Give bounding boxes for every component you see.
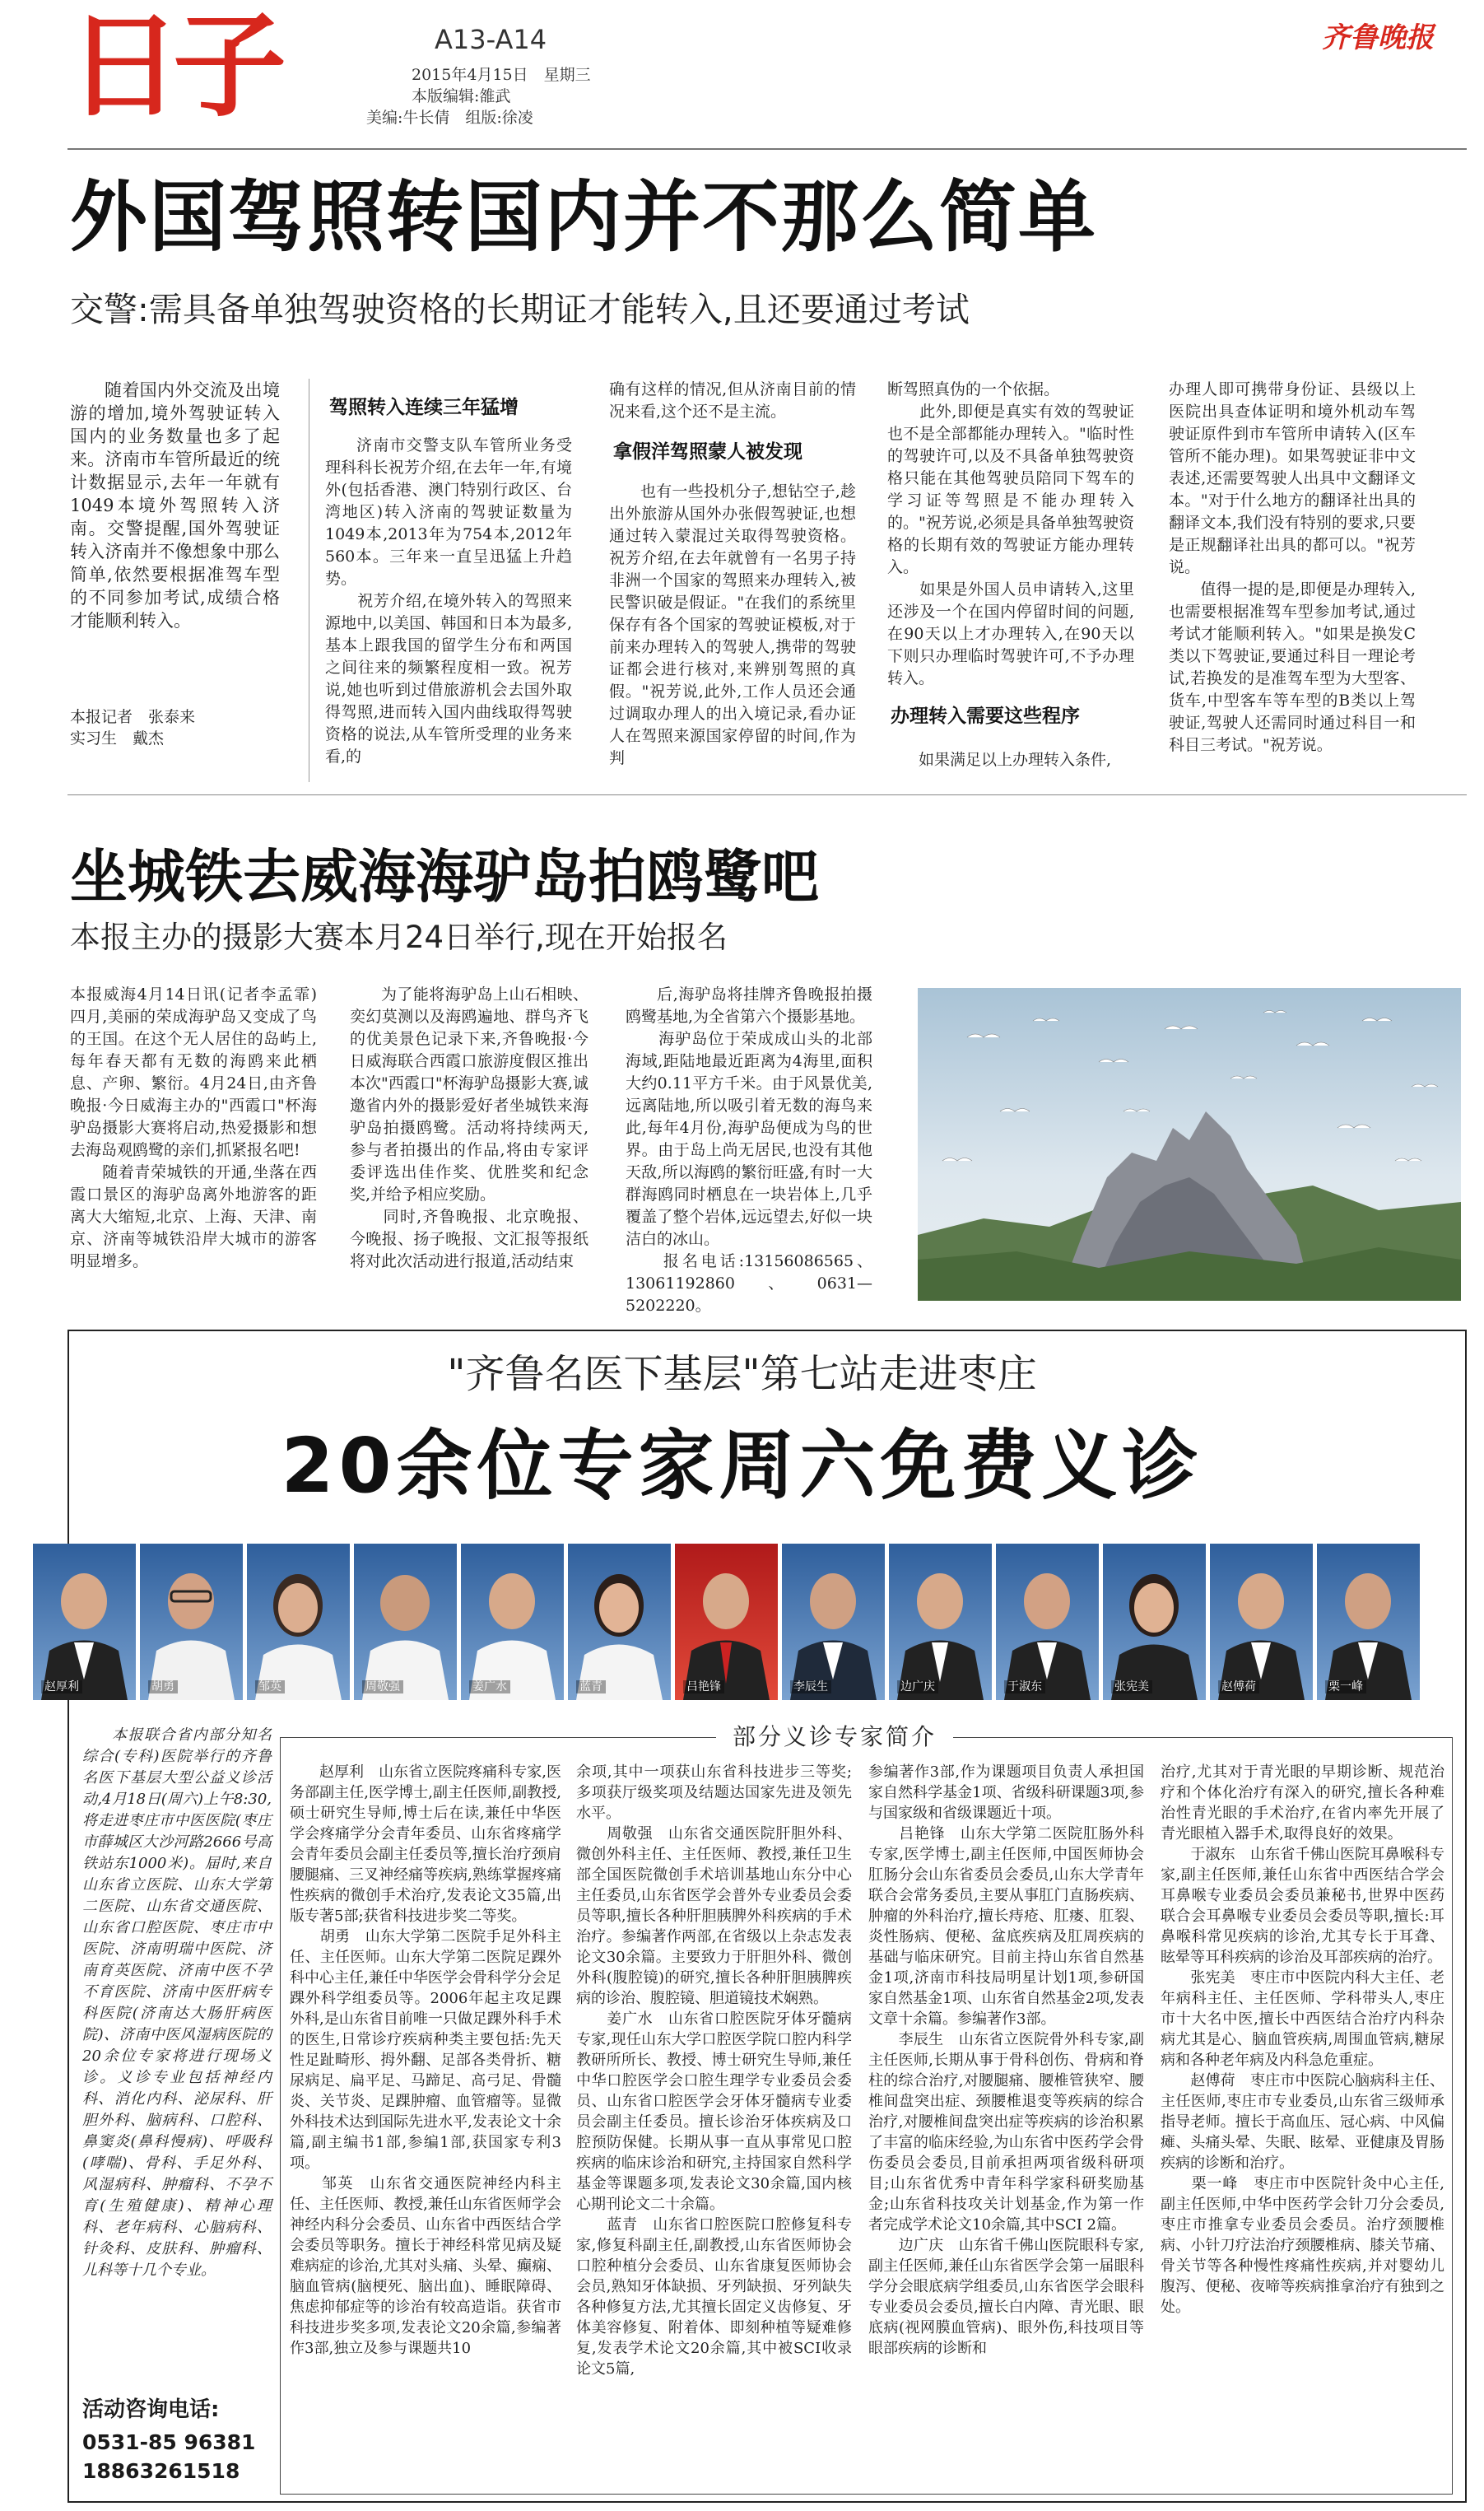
story1-lead: 随着国内外交流及出境游的增加,境外驾驶证转入国内的业务数量也多了起来。济南市车管所最近的统计数据显示,去年一年就有1049本境外驾照转入济南。交警提醒,国外驾驶证转入济南并不像想象中那么简单,依然要根据准驾车型的不同参加考试,成绩合格才能顺利转入。 — [70, 380, 280, 631]
expert-column-2: 余项,其中一项获山东省科技进步三等奖;多项获厅级奖项及结题达国家先进及领先水平。 周敬强 山东省交通医院肝胆外科、微创外科主任、主任医师、教授,兼任卫生部全国医院微创手术培训基地山东分中心主任委员,山东省医学会普外专业委员会委员等职,擅长各种肝胆胰脾外科疾病的手术治疗。参编著作两部,在省级以上杂志发表论文30余篇。主要致力于肝胆外科、微创外科(腹腔镜)的研究,擅长各种肝胆胰脾疾病的诊治、腹腔镜、胆道镜技术娴熟。 姜广水 山东省口腔医院牙体牙髓病专家,现任山东大学口腔医学院口腔内科学教研所所长、教授、博士研究生导师,兼任中华口腔医学会口腔生理学专业委员会委员、山东省口腔医学会牙体牙髓病专业委员会副主任委员。擅长诊治牙体疾病及口腔预防保健。长期从事一直从事常见口腔疾病的临床诊治和研究,主持国家自然科学基金等课题多项,发表论文30余篇,国内核心期刊论文二十余篇。 蓝青 山东省口腔医院口腔修复科专家,修复科副主任,副教授,山东省医师协会口腔种植分会委员、山东省康复医师协会会员,熟知牙体缺损、牙列缺损、牙列缺失各种修复方法,尤其擅长固定义齿修复、牙体美容修复、附着体、即刻种植等疑难修复,发表学术论文20余篇,其中被SCI收录论文5篇, — [576, 1763, 852, 2378]
contact-label: 活动咨询电话: — [82, 2397, 220, 2422]
doctor-portrait-icon — [461, 1544, 564, 1700]
doctor-portrait-icon — [247, 1544, 350, 1700]
doctor-caption: 于淑东 — [1004, 1680, 1045, 1693]
masthead-rule — [67, 148, 1467, 150]
doctor-portrait-icon — [1103, 1544, 1206, 1700]
doctor-photo — [1103, 1544, 1206, 1700]
doctor-photo — [461, 1544, 564, 1700]
contact-phone-1: 0531-85 96381 — [82, 2430, 256, 2454]
expert-intro-title: 部分义诊专家简介 — [716, 1722, 953, 1752]
doctor-photo — [889, 1544, 992, 1700]
story1-column-4a: 断驾照真伪的一个依据。 此外,即便是真实有效的驾驶证也不是全部都能办理转入。"临时性的驾驶许可,以及不具备单独驾驶资格只能在其他驾驶员陪同下驾车的学习证等驾照是不能办理转入的。"祝芳说,必须是具备单独驾驶资格的长期有效的驾驶证方能办理转入。 如果是外国人员申请转入,这里还涉及一个在国内停留时间的问题,在90天以上才办理转入,在90天以下则只办理临时驾驶许可,不予办理转入。 — [887, 380, 1134, 687]
story3-headline: 20余位专家周六免费义诊 — [281, 1422, 1203, 1510]
story2-subhead: 本报主办的摄影大赛本月24日举行,现在开始报名 — [70, 920, 728, 955]
doctor-photo — [140, 1544, 243, 1700]
doctor-caption: 赵傅荷 — [1218, 1680, 1259, 1693]
doctor-portrait-icon — [675, 1544, 778, 1700]
section-logo: 日子 — [67, 0, 279, 133]
doctor-caption: 栗一峰 — [1325, 1680, 1366, 1693]
doctor-portrait-icon — [996, 1544, 1099, 1700]
issue-date: 2015年4月15日 星期三 — [412, 66, 591, 84]
expert-column-3: 参编著作3部,作为课题项目负责人承担国家自然科学基金1项、省级科研课题3项,参与国家级和省级课题近十项。 吕艳锋 山东大学第二医院肛肠外科专家,医学博士,副主任医师,中国医师协会肛肠分会山东省委员会委员,山东大学青年联合会常务委员,主要从事肛门直肠疾病、肿瘤的外科治疗,擅长痔疮、肛瘘、肛裂、炎性肠病、便秘、盆底疾病及肛周疾病的基础与临床研究。目前主持山东省自然基金1项,济南市科技局明星计划1项,参研国家自然基金1项、山东省自然基金2项,发表文章十余篇。参编著作3部。 李辰生 山东省立医院骨外科专家,副主任医师,长期从事于骨科创伤、骨病和脊柱的综合治疗,对腰腿痛、腰椎管狭窄、腰椎间盘突出症、颈腰椎退变等疾病的综合治疗,对腰椎间盘突出症等疾病的诊治积累了丰富的临床经验,为山东省中医药学会骨伤委员会委员,目前承担两项省级科研项目;山东省优秀中青年科学家科研奖励基金;山东省科技攻关计划基金,作为第一作者完成学术论文10余篇,其中SCI 2篇。 边广庆 山东省千佛山医院眼科专家,副主任医师,兼任山东省医学会第一届眼科学分会眼底病学组委员,山东省医学会眼科专业委员会委员,擅长白内障、青光眼、眼底病(视网膜血管病)、眼外伤,科技项目等眼部疾病的诊断和 — [868, 1763, 1144, 2357]
story2-column-2: 为了能将海驴岛上山石相映、奕幻莫测以及海鸥遍地、群鸟齐飞的优美景色记录下来,齐鲁晚报·今日威海联合西霞口旅游度假区推出本次"西霞口"杯海驴岛摄影大赛,诚邀省内外的摄影爱好者坐城铁来海驴岛拍摄鸥鹭。活动将持续两天,参与者拍摄出的作品,将由专家评委评选出佳作奖、优胜奖和纪念奖,并给予相应奖励。 同时,齐鲁晚报、北京晚报、今晚报、扬子晚报、文汇报等报纸将对此次活动进行报道,活动结束 — [350, 985, 588, 1270]
story1-column-2: 济南市交警支队车管所业务受理科科长祝芳介绍,在去年一年,有境外(包括香港、澳门特别行政区、台湾地区)转入济南的驾驶证数量为1049本,2013年为754本,2012年560本。三年来一直呈迅猛上升趋势。 祝芳介绍,在境外转入的驾照来源地中,以美国、韩国和日本为最多,基本上跟我国的留学生分布和两国之间往来的频繁程度相一致。祝芳说,她也听到过借旅游机会去国外取得驾照,进而转入国内曲线取得驾驶资格的说法,从车管所受理的业务来看,的 — [325, 436, 572, 766]
doctor-photo — [33, 1544, 136, 1700]
doctor-caption: 赵厚利 — [41, 1680, 82, 1693]
story1-subhead: 交警:需具备单独驾驶资格的长期证才能转入,且还要通过考试 — [70, 290, 970, 329]
story2-column-3: 后,海驴岛将挂牌齐鲁晚报拍摄鸥鹭基地,为全省第六个摄影基地。 海驴岛位于荣成成山头的北部海域,距陆地最近距离为4海里,面积大约0.11平方千米。由于风景优美,远离陆地,所以吸引着无数的海鸟来此,每年4月份,海驴岛便成为鸟的世界。由于岛上尚无居民,也没有其他天敌,所以海鸥的繁衍旺盛,有时一大群海鸥同时栖息在一块岩体上,几乎覆盖了整个岩体,远远望去,好似一块洁白的冰山。 报名电话:13156086565、13061192860、0631—5202220。 — [626, 985, 872, 1315]
seagull-island-photo — [918, 988, 1461, 1301]
doctor-portrait-icon — [568, 1544, 671, 1700]
doctor-photo — [782, 1544, 885, 1700]
story1-subhead-1: 驾照转入连续三年猛增 — [329, 397, 519, 418]
page-numbers: A13-A14 — [435, 24, 547, 55]
story1-column-4b: 如果满足以上办理转入条件, — [919, 751, 1112, 769]
story1-column-3a: 确有这样的情况,但从济南目前的情况来看,这个还不是主流。 — [609, 380, 856, 421]
doctor-caption: 胡勇 — [148, 1680, 178, 1693]
doctor-photo-strip — [33, 1544, 1449, 1700]
doctor-caption: 吕艳锋 — [683, 1680, 724, 1693]
story1-byline-reporter: 本报记者 张泰来 — [70, 708, 196, 726]
doctor-photo — [996, 1544, 1099, 1700]
contact-phone-2: 18863261518 — [82, 2459, 240, 2483]
event-announcement: 本报联合省内部分知名综合(专科)医院举行的齐鲁名医下基层大型公益义诊活动,4月18日(周六)上午8:30,将走进枣庄市中医医院(枣庄市薛城区大沙河路2666号高铁站东1000米)。届时,来自山东省立医院、山东大学第二医院、山东省交通医院、山东省口腔医院、枣庄市中医院、济南明瑞中医院、济南育英医院、济南中医不孕不育医院、济南中医肝病专科医院(济南达大肠肝病医院)、济南中医风湿病医院的20余位专家将进行现场义诊。义诊专业包括神经内科、消化内科、泌尿科、肝胆外科、脑病科、口腔科、鼻窦炎(鼻科慢病)、呼吸科(哮喘)、骨科、手足外科、风湿病科、肿瘤科、不孕不育(生殖健康)、精神心理科、老年病科、心脑病科、针灸科、皮肤科、肿瘤科、儿科等十几个专业。 — [82, 1726, 272, 2279]
doctor-portrait-icon — [889, 1544, 992, 1700]
page-design: 美编:牛长倩 组版:徐凌 — [366, 109, 533, 127]
masthead — [0, 0, 1484, 148]
story1-column-3b: 也有一些投机分子,想钻空子,趁出外旅游从国外办张假驾驶证,也想通过转入蒙混过关取得驾驶资格。祝芳介绍,在去年就曾有一名男子持非洲一个国家的驾照来办理转入,被民警识破是假证。"在我们的系统里保存有各个国家的驾驶证模板,对于前来办理转入的驾驶人,携带的驾驶证都会进行核对,来辨别驾照的真假。"祝芳说,此外,工作人员还会通过调取办理人的出入境记录,看办证人在驾照来源国家停留的时间,作为判 — [609, 482, 856, 767]
newspaper-logo: 齐鲁晚报 — [1322, 21, 1434, 54]
story3-kicker: "齐鲁名医下基层"第七站走进枣庄 — [447, 1351, 1037, 1397]
doctor-photo — [247, 1544, 350, 1700]
doctor-photo — [1210, 1544, 1313, 1700]
doctor-portrait-icon — [1317, 1544, 1420, 1700]
doctor-photo — [675, 1544, 778, 1700]
page-editor: 本版编辑:雒武 — [412, 87, 511, 105]
expert-column-4: 治疗,尤其对于青光眼的早期诊断、规范治疗和个体化治疗有深入的研究,擅长各种难治性青光眼的手术治疗,在省内率先开展了青光眼植入器手术,取得良好的效果。 于淑东 山东省千佛山医院耳鼻喉科专家,副主任医师,兼任山东省中西医结合学会耳鼻喉专业委员会委员兼秘书,世界中医药联合会耳鼻喉专业委员会委员等职,擅长:耳鼻喉科常见疾病的诊治,尤其专长于耳聋、眩晕等耳科疾病的诊治及耳部疾病的治疗。 张宪美 枣庄市中医院内科大主任、老年病科主任、主任医师、学科带头人,枣庄市十大名中医,擅长中西医结合治疗内科杂病尤其是心、脑血管疾病,周围血管病,糖尿病和各种老年病及内科急危重症。 赵傅荷 枣庄市中医院心脑病科主任、主任医师,枣庄市专业委员,山东省三级师承指导老师。擅长于高血压、冠心病、中风偏瘫、头痛头晕、失眠、眩晕、亚健康及胃肠疾病的诊断和治疗。 栗一峰 枣庄市中医院针灸中心主任,副主任医师,中华中医药学会针刀分会委员,枣庄市推拿专业委员会委员。治疗颈腰椎病、小针刀疗法治疗颈腰椎病、膝关节痛、骨关节等各种慢性疼痛性疾病,并对婴幼儿腹泻、便秘、夜啼等疾病推拿治疗有独到之处。 — [1161, 1763, 1444, 2316]
story1-subhead-3: 办理转入需要这些程序 — [891, 706, 1080, 727]
story2-column-1: 本报威海4月14日讯(记者李孟霏) 四月,美丽的荣成海驴岛又变成了鸟的王国。在这个无人居住的岛屿上,每年春天都有无数的海鸥来此栖息、产卵、繁衍。4月24日,由齐鲁晚报·今日威海主办的"西霞口"杯海驴岛摄影大赛将启动,热爱摄影和想去海岛观鸥鹭的亲们,抓紧报名吧! 随着青荣城铁的开通,坐落在西霞口景区的海驴岛离外地游客的距离大大缩短,北京、上海、天津、南京、济南等城铁沿岸大城市的游客明显增多。 — [70, 985, 317, 1270]
seagull-photo-illustration — [918, 988, 1461, 1301]
doctor-caption: 蓝青 — [576, 1680, 606, 1693]
doctor-caption: 李辰生 — [790, 1680, 831, 1693]
doctor-portrait-icon — [782, 1544, 885, 1700]
doctor-portrait-icon — [1210, 1544, 1313, 1700]
story2-headline: 坐城铁去威海海驴岛拍鸥鹭吧 — [70, 843, 819, 911]
doctor-portrait-icon — [140, 1544, 243, 1700]
doctor-photo — [354, 1544, 457, 1700]
story1-headline: 外国驾照转国内并不那么简单 — [70, 173, 1098, 263]
story1-byline-intern: 实习生 戴杰 — [70, 729, 165, 748]
expert-column-1: 赵厚利 山东省立医院疼痛科专家,医务部副主任,医学博士,副主任医师,副教授,硕士研究生导师,博士后在读,兼任中华医学会疼痛学分会青年委员、山东省疼痛学会青年委员会副主任委员等,擅长治疗颈肩腰腿痛、三叉神经痛等疾病,熟练掌握疼痛性疾病的微创手术治疗,发表论文35篇,出版专著5部;获省科技进步奖二等奖。 胡勇 山东大学第二医院手足外科主任、主任医师。山东大学第二医院足踝外科中心主任,兼任中华医学会骨科学分会足踝外科学组委员等。2006年起主攻足踝外科,是山东省目前唯一只做足踝外科手术的医生,日常诊疗疾病种类主要包括:先天性足趾畸形、拇外翻、足部各类骨折、糖尿病足、扁平足、马蹄足、高弓足、骨髓炎、关节炎、足踝肿瘤、血管瘤等。显微外科技术达到国际先进水平,发表论文十余篇,副主编书1部,参编1部,获国家专利3项。 邹英 山东省交通医院神经内科主任、主任医师、教授,兼任山东省医师学会神经内科分会委员、山东省中西医结合学会委员等职务。擅长于神经科常见病及疑难病症的诊治,尤其对头痛、头晕、癫痫、脑血管病(脑梗死、脑出血)、睡眠障碍、焦虑抑郁症等的诊治有较高造诣。获省市科技进步奖多项,发表论文20余篇,参编著作3部,独立及参与课题共10 — [290, 1763, 561, 2357]
doctor-caption: 姜广水 — [469, 1680, 510, 1693]
doctor-portrait-icon — [354, 1544, 457, 1700]
section-rule-1 — [67, 794, 1467, 795]
doctor-caption: 边广庆 — [897, 1680, 938, 1693]
doctor-caption: 周敬强 — [362, 1680, 403, 1693]
story1-subhead-2: 拿假洋驾照蒙人被发现 — [613, 441, 802, 463]
doctor-portrait-icon — [33, 1544, 136, 1700]
doctor-caption: 张宪美 — [1111, 1680, 1152, 1693]
doctor-photo — [568, 1544, 671, 1700]
story1-column-5: 办理人即可携带身份证、县级以上医院出具查体证明和境外机动车驾驶证原件到市车管所申请转入(区车管所不能办理)。如果驾驶证非中文表述,还需要驾驶人出具中文翻译文本。"对于什么地方的翻译社出具的翻译文本,我们没有特别的要求,只要是正规翻译社出具的都可以。"祝芳说。 值得一提的是,即便是办理转入,也需要根据准驾车型参加考试,通过考试才能顺利转入。"如果是换发C类以下驾驶证,要通过科目一理论考试,若换发的是准驾车型为大型客、货车,中型客车等车型的B类以上驾驶证,驾驶人还需同时通过科目一和科目三考试。"祝芳说。 — [1169, 380, 1416, 754]
doctor-caption: 邹英 — [255, 1680, 285, 1693]
doctor-photo — [1317, 1544, 1420, 1700]
